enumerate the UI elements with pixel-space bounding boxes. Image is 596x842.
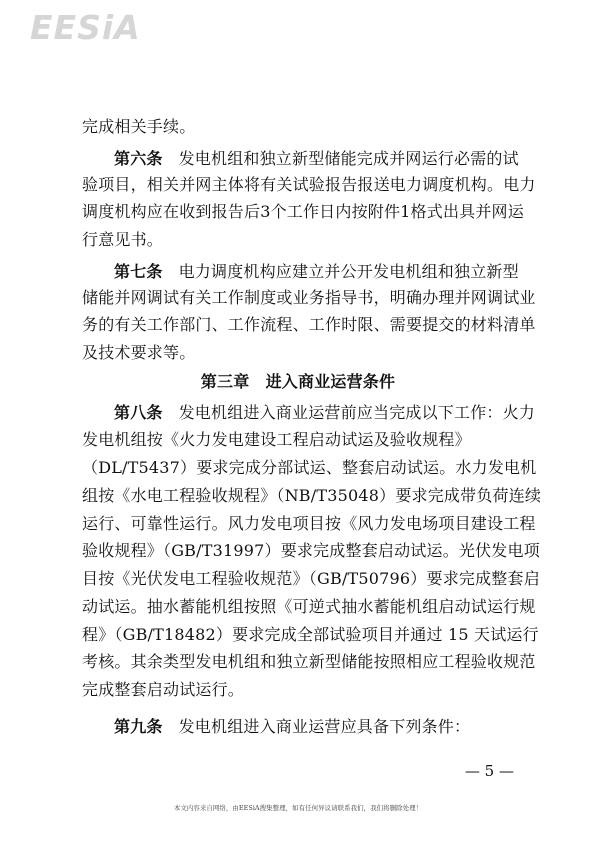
eesia-logo: EESiA (30, 8, 141, 47)
chapter-heading: 第三章 进入商业运营条件 (200, 372, 396, 391)
article-8-label: 第八条 (114, 403, 163, 422)
article-9-label: 第九条 (114, 717, 163, 736)
paragraph-line: 储能并网调试有关工作制度或业务指导书，明确办理并网调试业 (82, 288, 536, 307)
paragraph-line: 动试运。抽水蓄能机组按照《可逆式抽水蓄能机组启动试运行规 (82, 597, 536, 616)
article-9-line (82, 716, 522, 738)
paragraph-line: 调度机构应在收到报告后3个工作日内按附件1格式出具并网运 (82, 202, 524, 221)
paragraph-line: 组按《水电工程验收规程》（NB/T35048）要求完成带负荷连续 (82, 486, 542, 505)
paragraph-line: （DL/T5437）要求完成分部试运、整套启动试运。水力发电机 (82, 458, 537, 477)
paragraph-line: 验项目，相关并网主体将有关试验报告报送电力调度机构。电力 (82, 175, 536, 194)
paragraph-line: 运行、可靠性运行。风力发电项目按《风力发电场项目建设工程 (82, 514, 536, 533)
article-9-text: 发电机组进入商业运营应具备下列条件： (178, 717, 471, 736)
article-8-text: 发电机组进入商业运营前应当完成以下工作：火力 (178, 403, 536, 422)
paragraph-line: 目按《光伏发电工程验收规范》（GB/T50796）要求完成整套启 (82, 569, 540, 588)
page-number: — 5 — (464, 762, 514, 780)
footer-notice: 本文内容来自网络，由EESiA搜集整理，如有任何异议请联系我们，我们将删除处理！ (173, 804, 423, 812)
article-7-text: 电力调度机构应建立并公开发电机组和独立新型 (178, 262, 519, 281)
article-7-label: 第七条 (114, 262, 163, 281)
paragraph-line: 行意见书。 (82, 230, 164, 249)
paragraph-line: 务的有关工作部门、工作流程、工作时限、需要提交的材料清单 (82, 315, 536, 334)
article-6-line (82, 148, 522, 170)
paragraph-line: 及技术要求等。 (82, 343, 196, 362)
paragraph-line: 考核。其余类型发电机组和独立新型储能按照相应工程验收规范 (82, 652, 536, 671)
article-8-line (82, 402, 536, 424)
paragraph-line: 验收规程》（GB/T31997）要求完成整套启动试运。光伏发电项 (82, 541, 540, 560)
article-6-text: 发电机组和独立新型储能完成并网运行必需的试 (178, 149, 519, 168)
article-7-line (82, 261, 522, 283)
paragraph-line: 完成相关手续。 (82, 117, 196, 136)
article-6-label: 第六条 (114, 149, 163, 168)
paragraph-line: 完成整套启动试运行。 (82, 680, 245, 699)
paragraph-line: 程》（GB/T18482）要求完成全部试验项目并通过 15 天试运行 (82, 625, 539, 644)
paragraph-line: 发电机组按《火力发电建设工程启动试运及验收规程》 (82, 430, 471, 449)
